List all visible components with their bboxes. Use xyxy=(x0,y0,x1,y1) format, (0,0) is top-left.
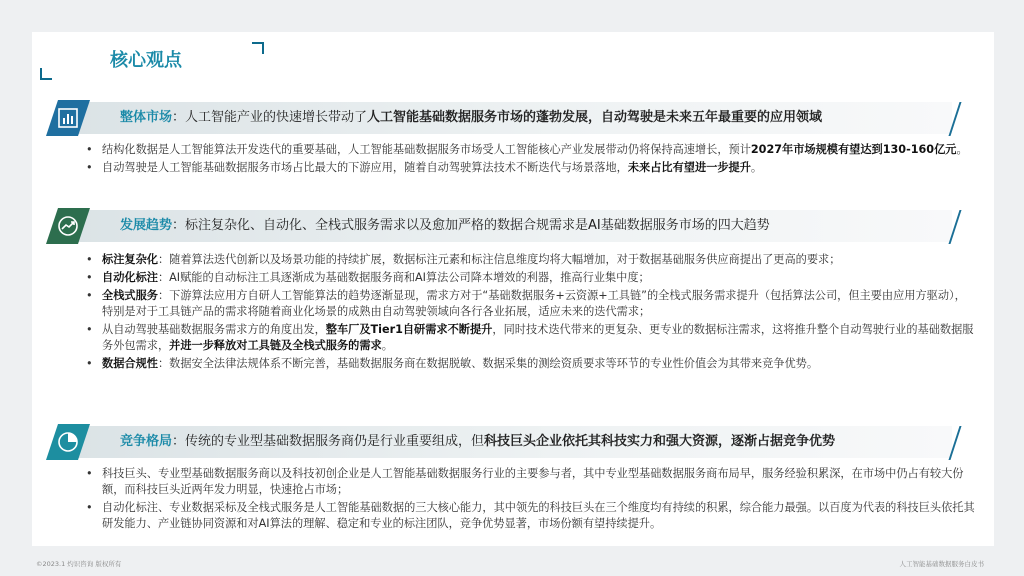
bullet-list-trends xyxy=(86,252,976,374)
footer-copyright: ©2023.1 灼识咨询 版权所有 xyxy=(36,560,122,568)
bullet-list-overall-market xyxy=(86,142,976,178)
corner-mark-top-right xyxy=(252,42,264,54)
list-item: • 全栈式服务：下游算法应用方自研人工智能算法的趋势逐渐显现，需求方对于“基础数据服务+云资源+工具链”的全栈式服务需求提升（包括算法公司，但主要由应用方驱动），特别是对于工具链产品的需求将随着商业化场景的成熟由自动驾驶领域向各行各业拓展，适应未来的迭代需求； xyxy=(86,288,976,320)
list-item: • 科技巨头、专业型基础数据服务商以及科技初创企业是人工智能基础数据服务行业的主要参与者，其中专业型基础数据服务商布局早，服务经验积累深，在市场中仍占有较大份额，而科技巨头近两年发力明显，快速抢占市场； xyxy=(86,466,976,498)
slide-page xyxy=(32,32,994,546)
list-item: • 自动化标注、专业数据采标及全栈式服务是人工智能基础数据的三大核心能力，其中领先的科技巨头在三个维度均有持续的积累，综合能力最强。以百度为代表的科技巨头依托其研发能力、产业链协同资源和对AI算法的理解、稳定和专业的标注团队，竞争优势显著，市场份额有望持续提升。 xyxy=(86,500,976,532)
footer-report-title: 人工智能基础数据服务白皮书 xyxy=(899,560,984,568)
list-item: • 自动化标注：AI赋能的自动标注工具逐渐成为基础数据服务商和AI算法公司降本增效的利器，推高行业集中度； xyxy=(86,270,976,286)
list-item: • 从自动驾驶基础数据服务需求方的角度出发，整车厂及Tier1自研需求不断提升，同时技术迭代带来的更复杂、更专业的数据标注需求，这将推升整个自动驾驶行业的基础数据服务外包需求，并进一步释放对工具链及全栈式服务的需求。 xyxy=(86,322,976,354)
section-banner-trends xyxy=(46,208,964,244)
section-heading: 发展趋势：标注复杂化、自动化、全栈式服务需求以及愈加严格的数据合规需求是AI基础数据服务市场的四大趋势 xyxy=(120,218,770,233)
list-item: • 数据合规性：数据安全法律法规体系不断完善，基础数据服务商在数据脱敏、数据采集的测绘资质要求等环节的专业性价值会为其带来竞争优势。 xyxy=(86,356,976,372)
section-heading: 整体市场：人工智能产业的快速增长带动了人工智能基础数据服务市场的蓬勃发展，自动驾驶是未来五年最重要的应用领域 xyxy=(120,110,823,125)
page-title: 核心观点 xyxy=(110,50,182,71)
list-item: • 结构化数据是人工智能算法开发迭代的重要基础，人工智能基础数据服务市场受人工智能核心产业发展带动仍将保持高速增长，预计2027年市场规模有望达到130-160亿元。 xyxy=(86,142,976,158)
bullet-list-competition xyxy=(86,466,976,534)
section-banner-overall-market xyxy=(46,100,964,136)
list-item: • 自动驾驶是人工智能基础数据服务市场占比最大的下游应用，随着自动驾驶算法技术不断迭代与场景落地，未来占比有望进一步提升。 xyxy=(86,160,976,176)
section-heading: 竞争格局：传统的专业型基础数据服务商仍是行业重要组成，但科技巨头企业依托其科技实力和强大资源，逐渐占据竞争优势 xyxy=(120,434,836,449)
section-banner-competition xyxy=(46,424,964,460)
corner-mark-top-left xyxy=(40,68,52,80)
list-item: • 标注复杂化：随着算法迭代创新以及场景功能的持续扩展，数据标注元素和标注信息维度均将大幅增加，对于数据基础服务供应商提出了更高的要求； xyxy=(86,252,976,268)
